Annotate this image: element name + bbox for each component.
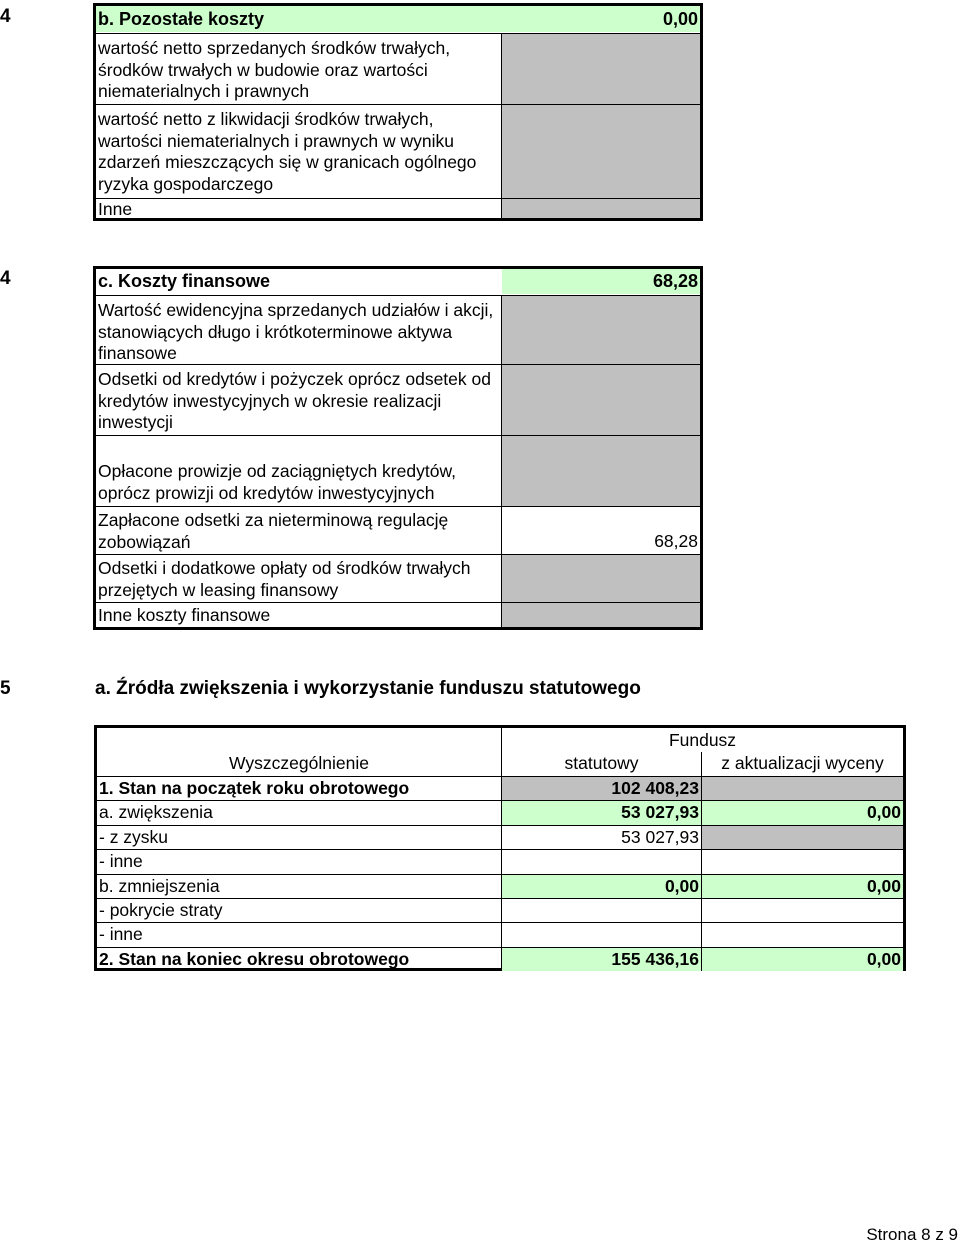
row-value [502,365,700,435]
row-label: a. zwiększenia [97,801,502,824]
table-row [96,33,700,104]
row-col2: 0,00 [702,801,903,824]
section-number-4c: 4 [0,268,11,289]
row-label: - inne [97,923,502,946]
table-row [96,104,700,198]
row-col2: 0,00 [702,875,903,898]
page-footer: Strona 8 z 9 [866,1225,958,1244]
row-label: Wartość ewidencyjna sprzedanych udziałów i akcji, stanowiących długo i krótkoterminowe aktywa finansowe [96,296,502,364]
section-number-4b: 4 [0,6,11,27]
section-title: c. Koszty finansowe [98,271,271,291]
row-value [502,199,700,218]
table-row [97,776,903,800]
section-number-5: 5 [0,678,11,699]
row-value [502,603,700,627]
row-label: - pokrycie straty [97,899,502,922]
row-value [502,105,700,198]
table-row [96,506,700,554]
section-total: 0,00 [496,6,700,32]
row-col2 [702,923,903,946]
table-row [97,825,903,849]
row-label: wartość netto z likwidacji środków trwałych, wartości niematerialnych i prawnych w wyniku zdarzeń mieszczących się w granicach ogólnego ryzyka gospodarczego [96,105,502,198]
header-col2: z aktualizacji wyceny [721,753,884,773]
row-label: Opłacone prowizje od zaciągniętych kredytów, oprócz prowizji od kredytów inwestycyjnych [96,436,502,506]
row-col2 [702,777,903,800]
row-col2 [702,850,903,873]
row-value [502,34,700,104]
table-row [96,435,700,506]
section-total: 68,28 [502,269,700,294]
row-label: b. zmniejszenia [97,875,502,898]
row-value [502,436,700,506]
row-col2 [702,899,903,922]
row-col1 [502,850,702,873]
row-value [502,296,700,364]
table-row [97,898,903,922]
table-header-row [96,269,700,294]
section-title-5a: a. Źródła zwiększenia i wykorzystanie funduszu statutowego [95,678,641,699]
row-label: Inne koszty finansowe [96,603,502,627]
row-label: wartość netto sprzedanych środków trwałych, środków trwałych w budowie oraz wartości niematerialnych i prawnych [96,34,502,104]
row-col2: 0,00 [702,948,903,971]
table-other-costs [93,3,703,221]
row-label: 1. Stan na początek roku obrotowego [97,777,502,800]
table-row [96,554,700,602]
row-col1 [502,899,702,922]
table-row [96,602,700,627]
row-label: - z zysku [97,826,502,849]
header-label: Wyszczególnienie [97,728,502,776]
table-row [97,800,903,824]
row-col1: 102 408,23 [502,777,702,800]
row-col1: 0,00 [502,875,702,898]
table-row [97,874,903,898]
row-col1: 155 436,16 [502,948,702,971]
row-label: Odsetki i dodatkowe opłaty od środków trwałych przejętych w leasing finansowy [96,555,502,602]
table-statutory-fund [94,725,906,971]
section-title: b. Pozostałe koszty [96,6,496,32]
table-financial-costs [93,266,703,630]
row-label: Zapłacone odsetki za nieterminową regulację zobowiązań [96,507,502,554]
row-value: 68,28 [654,531,698,551]
row-label: - inne [97,850,502,873]
table-header-row [96,6,700,32]
header-col1: statutowy [502,752,702,776]
table-header-row [97,728,903,776]
row-label: Odsetki od kredytów i pożyczek oprócz odsetek od kredytów inwestycyjnych w okresie realizacji inwestycji [96,365,502,435]
row-label: Inne [96,199,502,218]
table-row [96,198,700,218]
table-row [97,922,903,946]
header-group: Fundusz [668,730,737,750]
row-col1: 53 027,93 [502,826,702,849]
row-value [502,555,700,602]
row-col1 [502,923,702,946]
table-row [96,364,700,435]
table-row [97,849,903,873]
row-col1: 53 027,93 [502,801,702,824]
row-label: 2. Stan na koniec okresu obrotowego [97,948,502,971]
row-col2 [702,826,903,849]
table-row [96,295,700,364]
table-row [97,947,903,971]
